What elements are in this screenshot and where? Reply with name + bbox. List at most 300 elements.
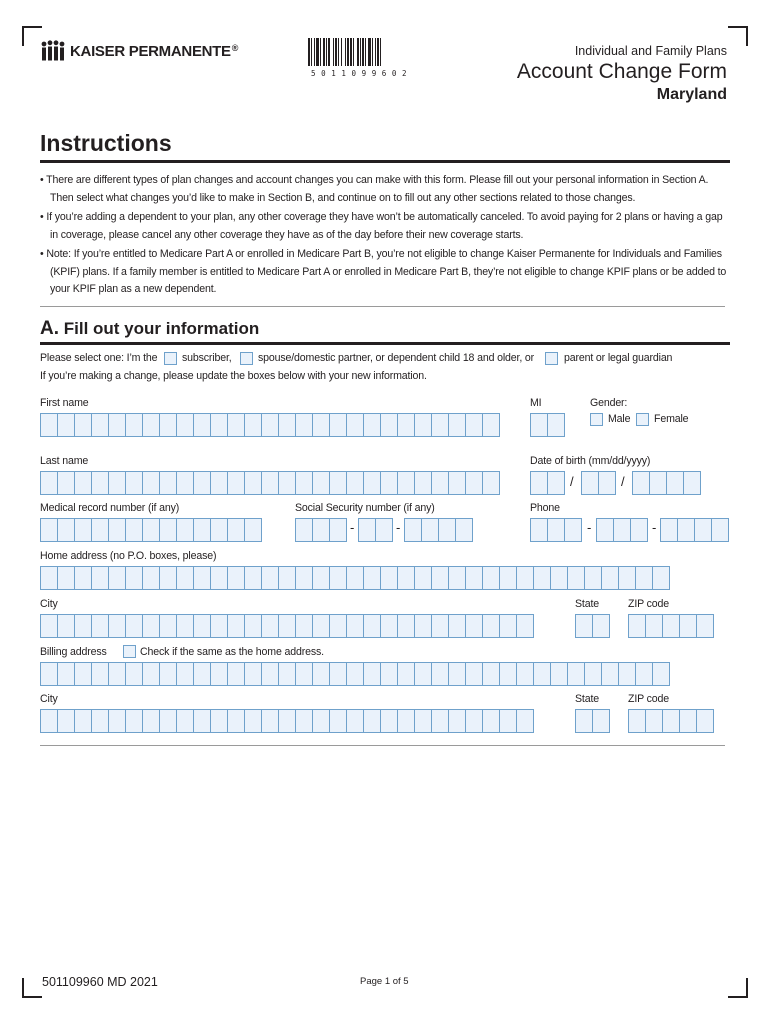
- char-box[interactable]: [40, 518, 58, 542]
- char-box[interactable]: [679, 709, 697, 733]
- char-box[interactable]: [530, 518, 548, 542]
- barcode-bar: [323, 38, 325, 66]
- char-box[interactable]: [547, 518, 565, 542]
- form-code: 501109960 MD 2021: [42, 975, 158, 989]
- char-box[interactable]: [618, 566, 636, 590]
- char-box[interactable]: [596, 518, 614, 542]
- char-box[interactable]: [261, 413, 279, 437]
- char-box[interactable]: [210, 662, 228, 686]
- char-box[interactable]: [547, 471, 565, 495]
- char-box[interactable]: [40, 662, 58, 686]
- char-box[interactable]: [380, 471, 398, 495]
- char-box[interactable]: [679, 614, 697, 638]
- char-box[interactable]: [108, 471, 126, 495]
- char-box[interactable]: [448, 566, 466, 590]
- char-box[interactable]: [414, 471, 432, 495]
- male-checkbox[interactable]: [590, 413, 603, 426]
- dob-label: Date of birth (mm/dd/yyyy): [530, 455, 651, 467]
- char-box[interactable]: [278, 709, 296, 733]
- char-box[interactable]: [57, 518, 75, 542]
- mi-input[interactable]: [530, 413, 564, 437]
- char-box[interactable]: [397, 614, 415, 638]
- char-box[interactable]: [584, 662, 602, 686]
- char-box[interactable]: [499, 709, 517, 733]
- billing-state-input[interactable]: [575, 709, 609, 733]
- char-box[interactable]: [329, 413, 347, 437]
- char-box[interactable]: [176, 662, 194, 686]
- char-box[interactable]: [346, 614, 364, 638]
- char-box[interactable]: [660, 518, 678, 542]
- char-box[interactable]: [295, 709, 313, 733]
- char-box[interactable]: [210, 709, 228, 733]
- char-box[interactable]: [575, 709, 593, 733]
- char-box[interactable]: [482, 413, 500, 437]
- char-box[interactable]: [465, 566, 483, 590]
- char-box[interactable]: [431, 566, 449, 590]
- char-box[interactable]: [677, 518, 695, 542]
- char-box[interactable]: [278, 471, 296, 495]
- char-box[interactable]: [448, 413, 466, 437]
- char-box[interactable]: [210, 614, 228, 638]
- char-box[interactable]: [244, 709, 262, 733]
- char-box[interactable]: [108, 413, 126, 437]
- char-box[interactable]: [295, 471, 313, 495]
- char-box[interactable]: [91, 566, 109, 590]
- char-box[interactable]: [227, 709, 245, 733]
- char-box[interactable]: [414, 709, 432, 733]
- mrn-label: Medical record number (if any): [40, 502, 180, 514]
- char-box[interactable]: [261, 662, 279, 686]
- char-box[interactable]: [598, 471, 616, 495]
- char-box[interactable]: [696, 614, 714, 638]
- char-box[interactable]: [261, 709, 279, 733]
- char-box[interactable]: [244, 518, 262, 542]
- char-box[interactable]: [74, 614, 92, 638]
- char-box[interactable]: [176, 471, 194, 495]
- char-box[interactable]: [108, 518, 126, 542]
- char-box[interactable]: [645, 709, 663, 733]
- char-box[interactable]: [40, 566, 58, 590]
- phone-dash: -: [587, 520, 592, 535]
- female-checkbox[interactable]: [636, 413, 649, 426]
- char-box[interactable]: [421, 518, 439, 542]
- char-box[interactable]: [40, 614, 58, 638]
- char-box[interactable]: [244, 662, 262, 686]
- char-box[interactable]: [346, 413, 364, 437]
- char-box[interactable]: [159, 518, 177, 542]
- char-box[interactable]: [210, 566, 228, 590]
- char-box[interactable]: [91, 709, 109, 733]
- char-box[interactable]: [550, 566, 568, 590]
- subscriber-checkbox[interactable]: [164, 352, 177, 365]
- char-box[interactable]: [159, 709, 177, 733]
- char-box[interactable]: [363, 662, 381, 686]
- char-box[interactable]: [499, 566, 517, 590]
- char-box[interactable]: [567, 566, 585, 590]
- char-box[interactable]: [564, 518, 582, 542]
- spouse-dependent-label: spouse/domestic partner, or dependent child 18 and older, or: [258, 352, 535, 364]
- char-box[interactable]: [329, 566, 347, 590]
- char-box[interactable]: [645, 614, 663, 638]
- char-box[interactable]: [227, 518, 245, 542]
- char-box[interactable]: [193, 614, 211, 638]
- char-box[interactable]: [635, 566, 653, 590]
- section-a-end-divider: [40, 745, 725, 746]
- char-box[interactable]: [74, 413, 92, 437]
- char-box[interactable]: [448, 471, 466, 495]
- char-box[interactable]: [448, 709, 466, 733]
- char-box[interactable]: [630, 518, 648, 542]
- billing-address-input[interactable]: [40, 662, 669, 686]
- char-box[interactable]: [628, 614, 646, 638]
- char-box[interactable]: [711, 518, 729, 542]
- char-box[interactable]: [176, 413, 194, 437]
- char-box[interactable]: [57, 614, 75, 638]
- section-a-rule: [40, 342, 730, 345]
- char-box[interactable]: [57, 662, 75, 686]
- char-box[interactable]: [465, 413, 483, 437]
- char-box[interactable]: [159, 471, 177, 495]
- char-box[interactable]: [108, 709, 126, 733]
- char-box[interactable]: [295, 413, 313, 437]
- char-box[interactable]: [142, 566, 160, 590]
- char-box[interactable]: [375, 518, 393, 542]
- char-box[interactable]: [397, 662, 415, 686]
- char-box[interactable]: [516, 566, 534, 590]
- char-box[interactable]: [696, 709, 714, 733]
- char-box[interactable]: [652, 662, 670, 686]
- phone-line-input[interactable]: [660, 518, 728, 542]
- char-box[interactable]: [482, 662, 500, 686]
- char-box[interactable]: [261, 614, 279, 638]
- char-box[interactable]: [57, 566, 75, 590]
- char-box[interactable]: [431, 413, 449, 437]
- billing-zip-input[interactable]: [628, 709, 713, 733]
- char-box[interactable]: [91, 518, 109, 542]
- char-box[interactable]: [40, 709, 58, 733]
- char-box[interactable]: [618, 662, 636, 686]
- crop-mark-top-left: [22, 26, 42, 46]
- barcode-bar: [350, 38, 352, 66]
- char-box[interactable]: [312, 518, 330, 542]
- char-box[interactable]: [244, 471, 262, 495]
- char-box[interactable]: [632, 471, 650, 495]
- char-box[interactable]: [482, 709, 500, 733]
- char-box[interactable]: [666, 471, 684, 495]
- char-box[interactable]: [108, 662, 126, 686]
- char-box[interactable]: [142, 413, 160, 437]
- char-box[interactable]: [329, 662, 347, 686]
- char-box[interactable]: [210, 518, 228, 542]
- char-box[interactable]: [592, 614, 610, 638]
- char-box[interactable]: [108, 614, 126, 638]
- char-box[interactable]: [414, 662, 432, 686]
- char-box[interactable]: [278, 614, 296, 638]
- char-box[interactable]: [125, 709, 143, 733]
- char-box[interactable]: [530, 471, 548, 495]
- char-box[interactable]: [581, 471, 599, 495]
- char-box[interactable]: [159, 662, 177, 686]
- char-box[interactable]: [329, 471, 347, 495]
- char-box[interactable]: [397, 471, 415, 495]
- char-box[interactable]: [380, 709, 398, 733]
- char-box[interactable]: [74, 662, 92, 686]
- char-box[interactable]: [584, 566, 602, 590]
- char-box[interactable]: [613, 518, 631, 542]
- char-box[interactable]: [499, 614, 517, 638]
- char-box[interactable]: [278, 413, 296, 437]
- char-box[interactable]: [516, 662, 534, 686]
- ssn-part1-input[interactable]: [295, 518, 346, 542]
- char-box[interactable]: [516, 614, 534, 638]
- char-box[interactable]: [499, 662, 517, 686]
- home-address-input[interactable]: [40, 566, 669, 590]
- char-box[interactable]: [592, 709, 610, 733]
- char-box[interactable]: [74, 518, 92, 542]
- char-box[interactable]: [414, 614, 432, 638]
- phone-dash: -: [652, 520, 657, 535]
- char-box[interactable]: [346, 662, 364, 686]
- char-box[interactable]: [142, 709, 160, 733]
- char-box[interactable]: [358, 518, 376, 542]
- char-box[interactable]: [397, 413, 415, 437]
- char-box[interactable]: [380, 614, 398, 638]
- header-subtitle: Individual and Family Plans: [574, 44, 727, 58]
- char-box[interactable]: [329, 614, 347, 638]
- char-box[interactable]: [312, 662, 330, 686]
- char-box[interactable]: [635, 662, 653, 686]
- mrn-input[interactable]: [40, 518, 261, 542]
- char-box[interactable]: [244, 614, 262, 638]
- char-box[interactable]: [227, 471, 245, 495]
- char-box[interactable]: [108, 566, 126, 590]
- billing-city-input[interactable]: [40, 709, 533, 733]
- char-box[interactable]: [662, 614, 680, 638]
- char-box[interactable]: [465, 471, 483, 495]
- char-box[interactable]: [227, 662, 245, 686]
- char-box[interactable]: [380, 662, 398, 686]
- char-box[interactable]: [244, 413, 262, 437]
- char-box[interactable]: [91, 471, 109, 495]
- char-box[interactable]: [295, 614, 313, 638]
- dob-month-input[interactable]: [530, 471, 564, 495]
- barcode-bar: [353, 38, 354, 66]
- char-box[interactable]: [465, 614, 483, 638]
- char-box[interactable]: [662, 709, 680, 733]
- char-box[interactable]: [346, 566, 364, 590]
- char-box[interactable]: [683, 471, 701, 495]
- char-box[interactable]: [431, 614, 449, 638]
- char-box[interactable]: [346, 709, 364, 733]
- char-box[interactable]: [575, 614, 593, 638]
- char-box[interactable]: [312, 709, 330, 733]
- city-label: City: [40, 598, 58, 610]
- kaiser-logo-icon: [40, 40, 66, 62]
- char-box[interactable]: [312, 413, 330, 437]
- char-box[interactable]: [74, 471, 92, 495]
- char-box[interactable]: [363, 614, 381, 638]
- char-box[interactable]: [397, 709, 415, 733]
- billing-zip-label: ZIP code: [628, 693, 670, 705]
- char-box[interactable]: [74, 709, 92, 733]
- char-box[interactable]: [448, 614, 466, 638]
- char-box[interactable]: [346, 471, 364, 495]
- char-box[interactable]: [159, 566, 177, 590]
- char-box[interactable]: [380, 566, 398, 590]
- char-box[interactable]: [601, 566, 619, 590]
- char-box[interactable]: [227, 566, 245, 590]
- char-box[interactable]: [550, 662, 568, 686]
- char-box[interactable]: [210, 413, 228, 437]
- same-as-home-checkbox[interactable]: [123, 645, 136, 658]
- char-box[interactable]: [329, 518, 347, 542]
- char-box[interactable]: [397, 566, 415, 590]
- char-box[interactable]: [159, 614, 177, 638]
- ssn-label: Social Security number (if any): [295, 502, 435, 514]
- char-box[interactable]: [567, 662, 585, 686]
- char-box[interactable]: [193, 413, 211, 437]
- char-box[interactable]: [278, 662, 296, 686]
- barcode-bar: [326, 38, 327, 66]
- char-box[interactable]: [91, 614, 109, 638]
- char-box[interactable]: [601, 662, 619, 686]
- barcode-bar: [347, 38, 349, 66]
- ssn-part3-input[interactable]: [404, 518, 472, 542]
- first-name-input[interactable]: [40, 413, 499, 437]
- char-box[interactable]: [74, 566, 92, 590]
- char-box[interactable]: [363, 413, 381, 437]
- char-box[interactable]: [628, 709, 646, 733]
- char-box[interactable]: [278, 566, 296, 590]
- char-box[interactable]: [193, 566, 211, 590]
- char-box[interactable]: [530, 413, 548, 437]
- phone-area-input[interactable]: [530, 518, 581, 542]
- char-box[interactable]: [227, 413, 245, 437]
- char-box[interactable]: [261, 566, 279, 590]
- instructions-list: [40, 172, 730, 301]
- char-box[interactable]: [125, 471, 143, 495]
- char-box[interactable]: [312, 614, 330, 638]
- char-box[interactable]: [455, 518, 473, 542]
- barcode-bar: [314, 38, 315, 66]
- crop-mark-bottom-right: [728, 978, 748, 998]
- phone-prefix-input[interactable]: [596, 518, 647, 542]
- char-box[interactable]: [142, 614, 160, 638]
- char-box[interactable]: [176, 566, 194, 590]
- char-box[interactable]: [176, 709, 194, 733]
- char-box[interactable]: [227, 614, 245, 638]
- char-box[interactable]: [649, 471, 667, 495]
- barcode-bar: [368, 38, 371, 66]
- char-box[interactable]: [176, 518, 194, 542]
- char-box[interactable]: [159, 413, 177, 437]
- char-box[interactable]: [414, 566, 432, 590]
- char-box[interactable]: [533, 662, 551, 686]
- char-box[interactable]: [363, 566, 381, 590]
- char-box[interactable]: [57, 471, 75, 495]
- char-box[interactable]: [91, 413, 109, 437]
- char-box[interactable]: [91, 662, 109, 686]
- char-box[interactable]: [57, 709, 75, 733]
- char-box[interactable]: [295, 566, 313, 590]
- spouse-dependent-checkbox[interactable]: [240, 352, 253, 365]
- zip-input[interactable]: [628, 614, 713, 638]
- char-box[interactable]: [482, 614, 500, 638]
- char-box[interactable]: [125, 614, 143, 638]
- char-box[interactable]: [142, 662, 160, 686]
- barcode-bar: [375, 38, 376, 66]
- char-box[interactable]: [57, 413, 75, 437]
- char-box[interactable]: [694, 518, 712, 542]
- crop-mark-bottom-left: [22, 978, 42, 998]
- char-box[interactable]: [431, 709, 449, 733]
- char-box[interactable]: [312, 471, 330, 495]
- char-box[interactable]: [652, 566, 670, 590]
- char-box[interactable]: [295, 518, 313, 542]
- char-box[interactable]: [125, 518, 143, 542]
- char-box[interactable]: [438, 518, 456, 542]
- char-box[interactable]: [380, 413, 398, 437]
- char-box[interactable]: [482, 566, 500, 590]
- char-box[interactable]: [431, 471, 449, 495]
- char-box[interactable]: [125, 566, 143, 590]
- instruction-bullet: • Note: If you’re entitled to Medicare Part A or enrolled in Medicare Part B, you’re not eligible to change Kaiser Permanente for Individuals and Families (KPIF) plans. If a family member is entitled to Medicare Part A or enrolled in Medicare Part B, they’re not eligible to change KPIF plans or be added to your KPIF plan as a new dependent.: [40, 248, 727, 295]
- barcode-bar: [333, 38, 334, 66]
- char-box[interactable]: [176, 614, 194, 638]
- char-box[interactable]: [193, 518, 211, 542]
- char-box[interactable]: [295, 662, 313, 686]
- barcode-bar: [338, 38, 339, 66]
- char-box[interactable]: [533, 566, 551, 590]
- char-box[interactable]: [193, 709, 211, 733]
- char-box[interactable]: [40, 413, 58, 437]
- ssn-part2-input[interactable]: [358, 518, 392, 542]
- char-box[interactable]: [142, 518, 160, 542]
- char-box[interactable]: [125, 413, 143, 437]
- last-name-input[interactable]: [40, 471, 499, 495]
- city-input[interactable]: [40, 614, 533, 638]
- char-box[interactable]: [329, 709, 347, 733]
- char-box[interactable]: [312, 566, 330, 590]
- char-box[interactable]: [244, 566, 262, 590]
- char-box[interactable]: [363, 709, 381, 733]
- char-box[interactable]: [431, 662, 449, 686]
- char-box[interactable]: [193, 471, 211, 495]
- char-box[interactable]: [465, 662, 483, 686]
- barcode-bar: [365, 38, 366, 66]
- char-box[interactable]: [193, 662, 211, 686]
- dob-year-input[interactable]: [632, 471, 700, 495]
- char-box[interactable]: [125, 662, 143, 686]
- barcode: [308, 38, 410, 68]
- char-box[interactable]: [40, 471, 58, 495]
- char-box[interactable]: [465, 709, 483, 733]
- char-box[interactable]: [261, 471, 279, 495]
- barcode-bar: [328, 38, 330, 66]
- parent-guardian-checkbox[interactable]: [545, 352, 558, 365]
- char-box[interactable]: [414, 413, 432, 437]
- char-box[interactable]: [516, 709, 534, 733]
- char-box[interactable]: [142, 471, 160, 495]
- char-box[interactable]: [404, 518, 422, 542]
- dob-day-input[interactable]: [581, 471, 615, 495]
- char-box[interactable]: [363, 471, 381, 495]
- char-box[interactable]: [210, 471, 228, 495]
- char-box[interactable]: [547, 413, 565, 437]
- char-box[interactable]: [482, 471, 500, 495]
- state-input[interactable]: [575, 614, 609, 638]
- char-box[interactable]: [448, 662, 466, 686]
